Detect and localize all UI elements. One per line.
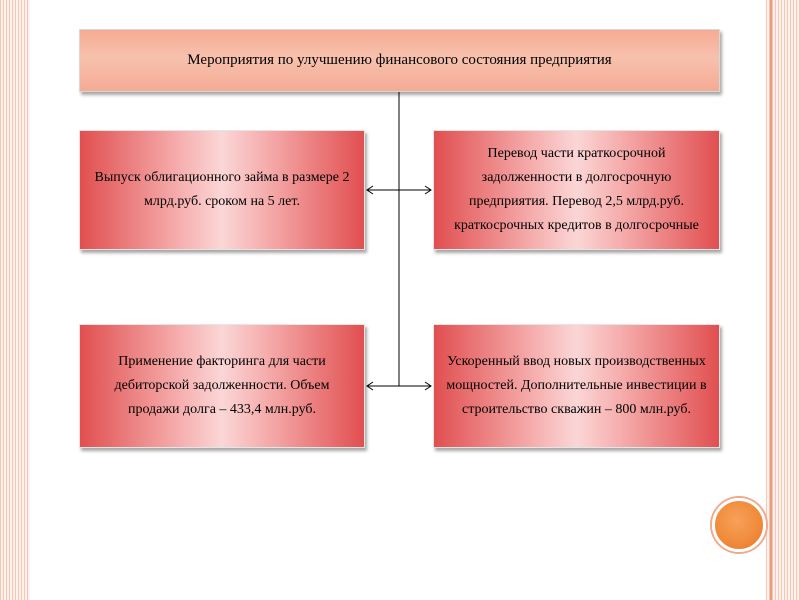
measure-box-factoring (79, 324, 365, 448)
measure-text-debt-restructuring: Перевод части краткосрочной задолженности в долгосрочную предприятия. Перевод 2,5 млрд.руб. краткосрочных кредитов в долгосрочные (454, 146, 699, 233)
measure-text-capacity-expansion: Ускоренный ввод новых производственных мощностей. Дополнительные инвестиции в строительство скважин – 800 млн.руб. (446, 354, 707, 417)
measure-text-factoring: Применение факторинга для части дебиторской задолженности. Объем продажи долга – 433,4 млн.руб. (114, 354, 330, 417)
diagram-title-box (79, 29, 720, 92)
measure-text-bond-issue: Выпуск облигационного займа в размере 2 млрд.руб. сроком на 5 лет. (94, 170, 350, 209)
measure-box-bond-issue (79, 130, 365, 250)
diagram-title-text: Мероприятия по улучшению финансового состояния предприятия (187, 52, 612, 68)
measure-box-capacity-expansion (433, 324, 720, 448)
measure-box-debt-restructuring (433, 130, 720, 250)
decorative-orange-circle (712, 498, 766, 552)
